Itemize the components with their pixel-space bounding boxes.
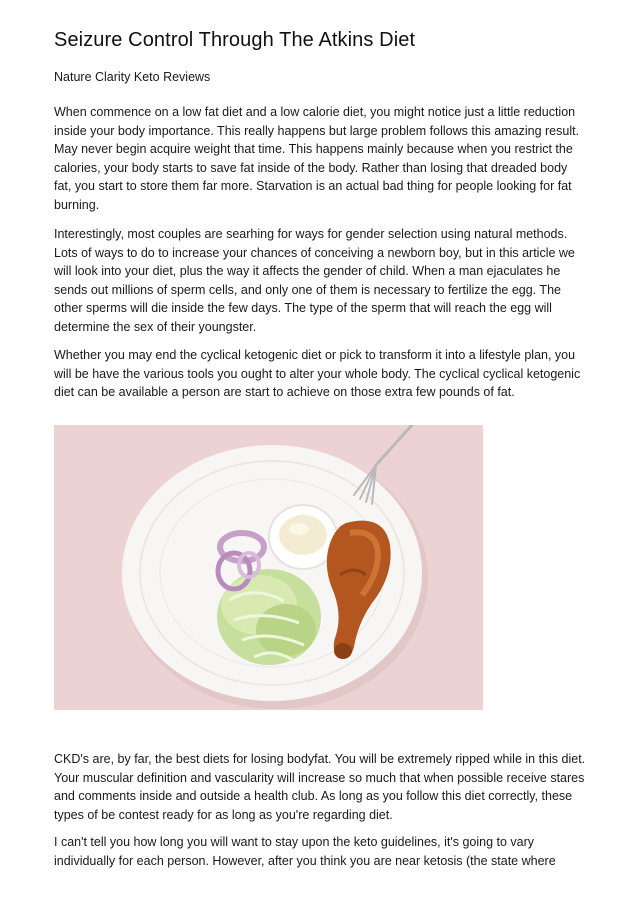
paragraph-2: Interestingly, most couples are searhing for ways for gender selection using natural methods. Lots of ways to do to increase your chances of conceiving a newborn boy, but in this article we will look into your diet, plus the way it affects the gender of child. When a man ejaculates he sends out millions of sperm cells, and only one of them is necessary to fertilize the egg. The other sperms will die inside the few days. The type of the sperm that will reach the egg will determine the sex of their youngster. (54, 227, 575, 334)
paragraph-1: When commence on a low fat diet and a low calorie diet, you might notice just a little reduction inside your body importance. This really happens but large problem follows this amazing result. May never begin acquire weight that time. This happens mainly because when you restrict the calories, your body starts to save fat inside of the body. Rather than losing that dreaded body fat, you start to store them far more. Starvation is an actual bad thing for people looking for fat burning. (54, 105, 580, 212)
paragraph-3: Whether you may end the cyclical ketogenic diet or pick to transform it into a lifestyle plan, you will be have the various tools you ought to alter your whole body. The cyclical cyclical ketogenic diet can be available a person are start to achieve on those extra few pounds of fat. (54, 348, 581, 400)
cabbage-salad (217, 569, 321, 665)
sauce-bowl (269, 505, 337, 569)
document-subtitle: Nature Clarity Keto Reviews (54, 70, 211, 84)
food-photo (54, 425, 483, 710)
document-title: Seizure Control Through The Atkins Diet (54, 29, 416, 51)
paragraph-5: I can't tell you how long you will want to stay upon the keto guidelines, it's going to vary individually for each person. However, after you think you are near ketosis (the state where (54, 835, 556, 868)
paragraph-4: CKD's are, by far, the best diets for losing bodyfat. You will be extremely ripped while in this diet. Your muscular definition and vascularity will increase so much that when possible receive stares and comments inside and outside a health club. As long as you follow this diet correctly, these types of be contest ready for as long as you're regarding diet. (54, 752, 586, 822)
